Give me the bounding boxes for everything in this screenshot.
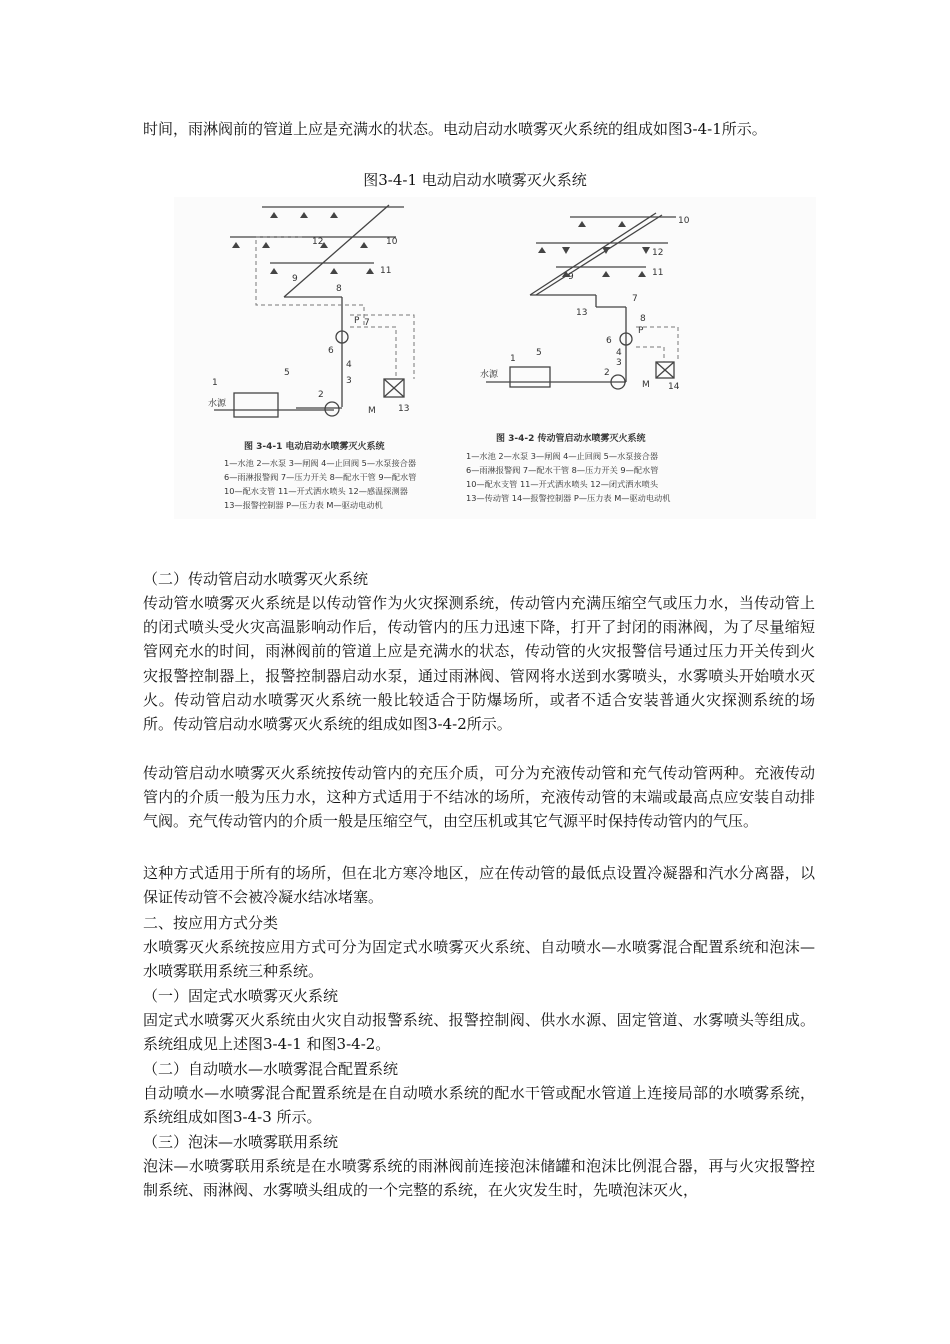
intro-paragraph: 时间，雨淋阀前的管道上应是充满水的状态。电动启动水喷雾灭火系统的组成如图3-4-1所示。 — [143, 120, 767, 138]
fig2-legend-2: 6—雨淋报警阀 7—配水干管 8—压力开关 9—配水管 — [466, 465, 659, 475]
fig1-legend-1: 1—水池 2—水泵 3—闸阀 4—止回阀 5—水泵接合器 — [224, 458, 417, 468]
paragraph-transmission-pipe-desc: 传动管水喷雾灭火系统是以传动管作为火灾探测系统，传动管内充满压缩空气或压力水，当传动管上的闭式喷头受火灾高温影响动作后，传动管内的压力迅速下降，打开了封闭的雨淋阀，为了尽量缩短管网充水的时间，雨淋阀前的管道上应是充满水的状态，传动管的火灾报警信号通过压力开关传到火灾报警控制器上，报警控制器启动水泵，通过雨淋阀、管网将水送到水雾喷头，水雾喷头开始喷水灭火。传动管启动水喷雾灭火系统一般比较适合于防爆场所，或者不适合安装普通火灾探测系统的场所。传动管启动水喷雾灭火系统的组成如图3-4-2所示。 — [143, 594, 815, 734]
fig1-water-source: 水源 — [208, 399, 227, 409]
fig1-label-1: 1 — [212, 378, 218, 388]
fig1-label-3: 3 — [346, 376, 352, 386]
paragraph-application-types: 水喷雾灭火系统按应用方式可分为固定式水喷雾灭火系统、自动喷水—水喷雾混合配置系统和泡沫—水喷雾联用系统三种系统。 — [143, 938, 815, 981]
fig2-label-7: 7 — [632, 294, 638, 304]
fig2-legend-4: 13—传动管 14—报警控制器 P—压力表 M—驱动电动机 — [466, 493, 671, 503]
fig2-legend-3: 10—配水支管 11—开式洒水喷头 12—闭式洒水喷头 — [466, 479, 659, 489]
fig2-label-4: 4 — [616, 348, 622, 358]
fig1-label-4: 4 — [346, 360, 352, 370]
fig2-label-5: 5 — [536, 348, 542, 358]
figure-3-4-2 — [446, 197, 816, 519]
figure-caption: 图3-4-1 电动启动水喷雾灭火系统 — [363, 171, 587, 189]
fig1-label-10: 10 — [386, 237, 398, 247]
fig2-label-13: 13 — [576, 308, 588, 318]
fig1-label-13: 13 — [398, 404, 410, 414]
fig1-label-m: M — [368, 406, 376, 416]
fig1-legend-2: 6—雨淋报警阀 7—压力开关 8—配水干管 9—配水管 — [224, 472, 417, 482]
section-heading-mixed: （二）自动喷水—水喷雾混合配置系统 — [143, 1060, 399, 1078]
fig1-label-p: P — [354, 316, 360, 326]
fig2-label-1: 1 — [510, 354, 516, 364]
figure-3-4-2-diagram — [446, 197, 816, 519]
fig1-label-2: 2 — [318, 390, 324, 400]
section-heading-by-application: 二、按应用方式分类 — [143, 914, 279, 932]
paragraph-fixed-system: 固定式水喷雾灭火系统由火灾自动报警系统、报警控制阀、供水水源、固定管道、水雾喷头等组成。系统组成见上述图3-4-1 和图3-4-2。 — [143, 1011, 815, 1054]
fig1-legend-3: 10—配水支管 11—开式洒水喷头 12—感温探测器 — [224, 486, 408, 496]
fig2-legend-1: 1—水池 2—水泵 3—闸阀 4—止回阀 5—水泵接合器 — [466, 451, 659, 461]
fig1-label-11: 11 — [380, 266, 392, 276]
fig2-water-source: 水源 — [480, 370, 499, 380]
fig2-label-p: P — [638, 326, 644, 336]
fig2-label-6: 6 — [606, 336, 612, 346]
fig1-label-8: 8 — [336, 284, 342, 294]
fig1-legend-4: 13—报警控制器 P—压力表 M—驱动电动机 — [224, 500, 383, 510]
fig2-label-3: 3 — [616, 358, 622, 368]
fig1-label-7: 7 — [364, 318, 370, 328]
fig1-label-6: 6 — [328, 346, 334, 356]
paragraph-charge-medium: 传动管启动水喷雾灭火系统按传动管内的充压介质，可分为充液传动管和充气传动管两种。充液传动管内的介质一般为压力水，这种方式适用于不结冰的场所，充液传动管的末端或最高点应安装自动排气阀。充气传动管内的介质一般是压缩空气，由空压机或其它气源平时保持传动管内的气压。 — [143, 764, 815, 831]
paragraph-foam-system: 泡沫—水喷雾联用系统是在水喷雾系统的雨淋阀前连接泡沫储罐和泡沫比例混合器，再与火灾报警控制系统、雨淋阀、水雾喷头组成的一个完整的系统，在火灾发生时，先喷泡沫灭火， — [143, 1157, 815, 1200]
section-heading-transmission-pipe: （二）传动管启动水喷雾灭火系统 — [143, 570, 369, 588]
fig2-label-11: 11 — [652, 268, 664, 278]
fig2-label-10: 10 — [678, 216, 690, 226]
fig2-title: 图 3-4-2 传动管启动水喷雾灭火系统 — [496, 434, 646, 444]
paragraph-mixed-system: 自动喷水—水喷雾混合配置系统是在自动喷水系统的配水干管或配水管道上连接局部的水喷雾系统，系统组成如图3-4-3 所示。 — [143, 1084, 815, 1127]
fig1-title: 图 3-4-1 电动启动水喷雾灭火系统 — [244, 442, 385, 452]
paragraph-cold-regions: 这种方式适用于所有的场所，但在北方寒冷地区，应在传动管的最低点设置冷凝器和汽水分离器，以保证传动管不会被冷凝水结冰堵塞。 — [143, 864, 815, 907]
fig2-label-9: 9 — [568, 272, 574, 282]
fig2-label-12: 12 — [652, 248, 664, 258]
fig2-label-m: M — [642, 380, 650, 390]
fig1-label-9: 9 — [292, 274, 298, 284]
fig1-label-5: 5 — [284, 368, 290, 378]
fig2-label-14: 14 — [668, 382, 680, 392]
fig1-label-12: 12 — [312, 237, 324, 247]
fig2-label-2: 2 — [604, 368, 610, 378]
fig2-label-8: 8 — [640, 314, 646, 324]
section-heading-foam: （三）泡沫—水喷雾联用系统 — [143, 1133, 339, 1151]
section-heading-fixed: （一）固定式水喷雾灭火系统 — [143, 987, 339, 1005]
